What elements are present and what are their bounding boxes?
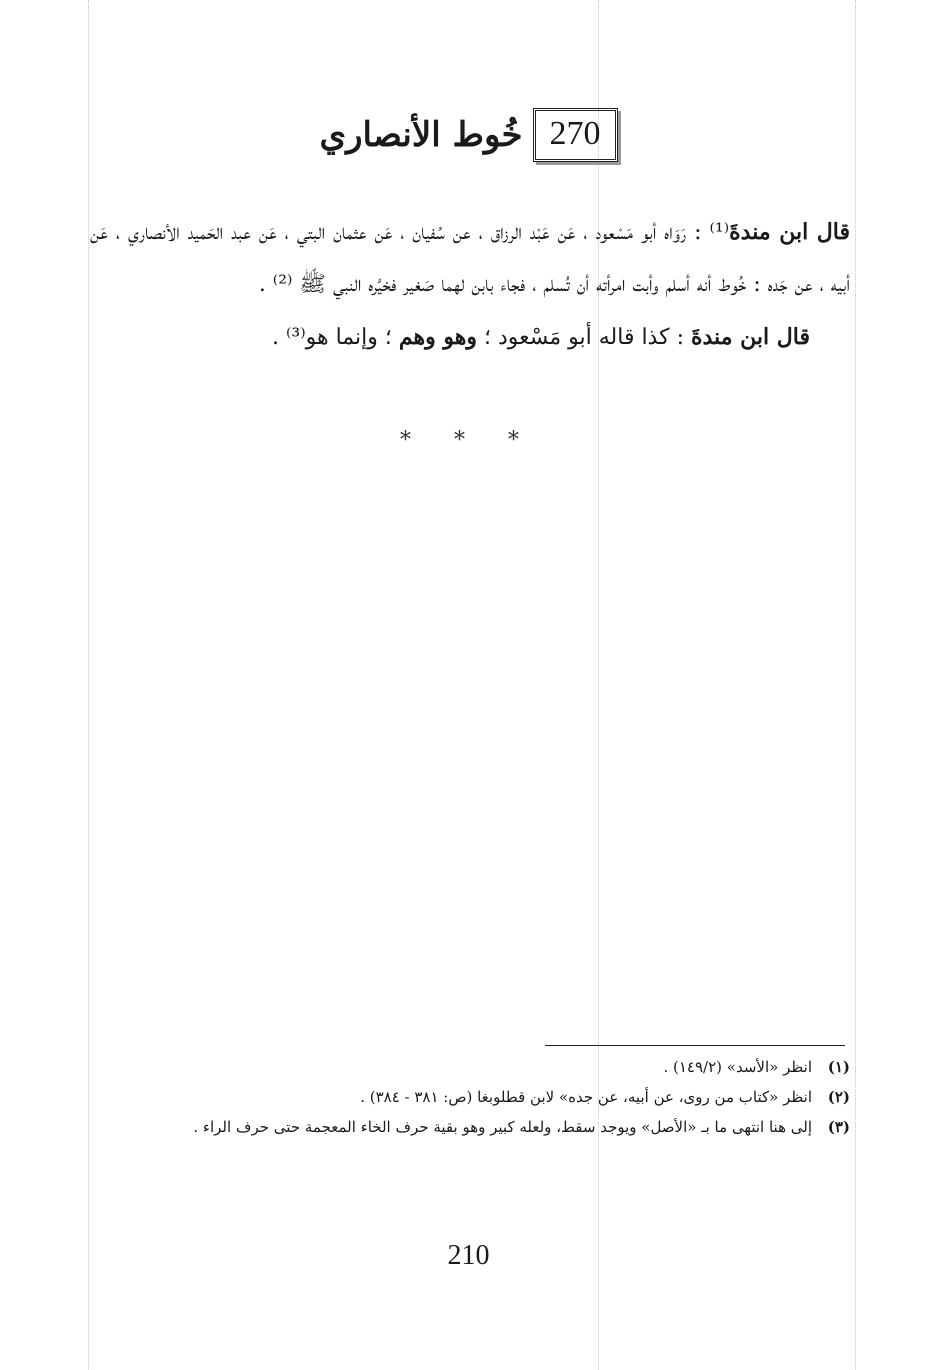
section-separator: * * * — [400, 428, 537, 453]
footnote-item — [95, 1082, 850, 1112]
paragraph-1-text: ⁽¹⁾ : رَوَاه أبو مَسْعود ، عَن عَبْد الرزاق ، عن سُفيان ، عَن عثمان البتي ، عَن عبد الحَميد الأنصاري ، عَن أبيه ، عن جَده : خُوط أنه أسلم وأبت امرأته أن تُسلم ، فجاء بابن لهما صَغير فخيَّره النبي ﷺ ⁽²⁾ . — [90, 220, 850, 297]
author-label: قال ابن مندةَ — [729, 219, 850, 245]
scan-guide-line — [855, 0, 856, 1370]
entry-body — [90, 206, 850, 364]
footnote-number: (٢) — [827, 1088, 850, 1106]
footnote-number: (٣) — [827, 1118, 850, 1136]
paragraph-2-text-b: ؛ وإنما هو⁽³⁾ . — [272, 325, 399, 350]
footnote-text: انظر «كتاب من روى، عن أبيه، عن جده» لابن قطلوبغا (ص: ٣٨١ - ٣٨٤) . — [360, 1088, 812, 1106]
paragraph-1 — [90, 206, 850, 311]
paragraph-2 — [90, 311, 850, 364]
scan-guide-line — [88, 0, 89, 1370]
footnotes — [95, 1052, 850, 1142]
footnote-text: انظر «الأسد» (١٤٩/٢) . — [663, 1058, 812, 1076]
entry-header — [0, 108, 937, 162]
author-label: قال ابن مندةَ — [690, 324, 810, 350]
page-number: 210 — [447, 1240, 490, 1271]
footnote-item — [95, 1052, 850, 1082]
footnote-item — [95, 1112, 850, 1142]
footnote-rule — [545, 1045, 845, 1046]
entry-title: خُوط الأنصاري — [319, 115, 523, 155]
entry-number-box: 270 — [533, 108, 618, 162]
footnote-text: إلى هنا انتهى ما بـ «الأصل» ويوجد سقط، ولعله كبير وهو بقية حرف الخاء المعجمة حتى حرف الراء . — [193, 1118, 812, 1136]
footnote-number: (١) — [827, 1058, 850, 1076]
paragraph-2-text-a: : كذا قاله أبو مَسْعود ؛ — [476, 325, 691, 350]
paragraph-2-bold: وهو وهم — [398, 324, 477, 350]
